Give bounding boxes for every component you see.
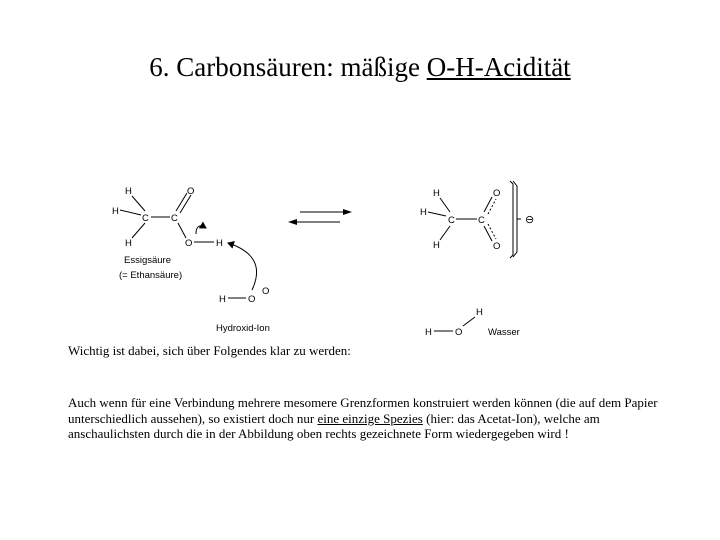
acetic-acid-structure bbox=[112, 186, 223, 281]
hydroxide-o: O bbox=[248, 294, 256, 305]
acetate-o-bottom: O bbox=[493, 241, 501, 252]
water-h-top: H bbox=[476, 307, 483, 318]
atom-h-bottom: H bbox=[125, 238, 132, 249]
acetate-h-bottom: H bbox=[433, 240, 440, 251]
body-text-post: (hier: das Acetat-Ion), welche am anschaulichsten durch die in der Abbildung oben rechts gezeichnete Form wiedergegeben wird ! bbox=[68, 410, 600, 441]
hydroxide-h: H bbox=[219, 294, 226, 305]
acetate-ion-structure bbox=[420, 181, 534, 258]
atom-c-methyl: C bbox=[142, 213, 149, 224]
atom-c-carboxyl: C bbox=[171, 213, 178, 224]
water-h-left: H bbox=[425, 327, 432, 338]
atom-o-carbonyl: O bbox=[187, 186, 195, 197]
body-text-underlined: eine einzige Spezies bbox=[317, 410, 423, 426]
acid-alt-name: (= Ethansäure) bbox=[119, 270, 183, 281]
hydroxide-ion-structure bbox=[216, 286, 270, 334]
acetate-h-left: H bbox=[420, 207, 427, 218]
atom-h-left: H bbox=[112, 206, 119, 217]
atom-h-acidic: H bbox=[216, 238, 223, 249]
equilibrium-arrows bbox=[288, 209, 352, 225]
hydroxide-name: Hydroxid-Ion bbox=[216, 323, 270, 334]
atom-o-hydroxyl: O bbox=[185, 238, 193, 249]
atom-h-top: H bbox=[125, 186, 132, 197]
title-prefix: 6. Carbonsäuren: mäßige bbox=[149, 52, 427, 82]
acetate-h-top: H bbox=[433, 188, 440, 199]
water-name: Wasser bbox=[488, 327, 520, 338]
acetate-c-carboxylate: C bbox=[478, 215, 485, 226]
acetate-c-methyl: C bbox=[448, 215, 455, 226]
body-text bbox=[68, 395, 660, 442]
charge-minus-icon: ⊖ bbox=[525, 214, 535, 226]
hydroxide-charge: O bbox=[262, 286, 270, 297]
intro-text: Wichtig ist dabei, sich über Folgendes klar zu werden: bbox=[68, 343, 351, 358]
acid-name: Essigsäure bbox=[124, 255, 171, 266]
water-structure bbox=[425, 307, 520, 338]
water-o: O bbox=[455, 327, 463, 338]
body-text-pre: Auch wenn für eine Verbindung mehrere mesomere Grenzformen konstruiert werden können (die auf dem Papier unterschiedlich aussehen), so existiert doch nur bbox=[68, 395, 658, 426]
acetate-o-top: O bbox=[493, 188, 501, 199]
title-highlight: O-H-Acidität bbox=[426, 52, 571, 82]
